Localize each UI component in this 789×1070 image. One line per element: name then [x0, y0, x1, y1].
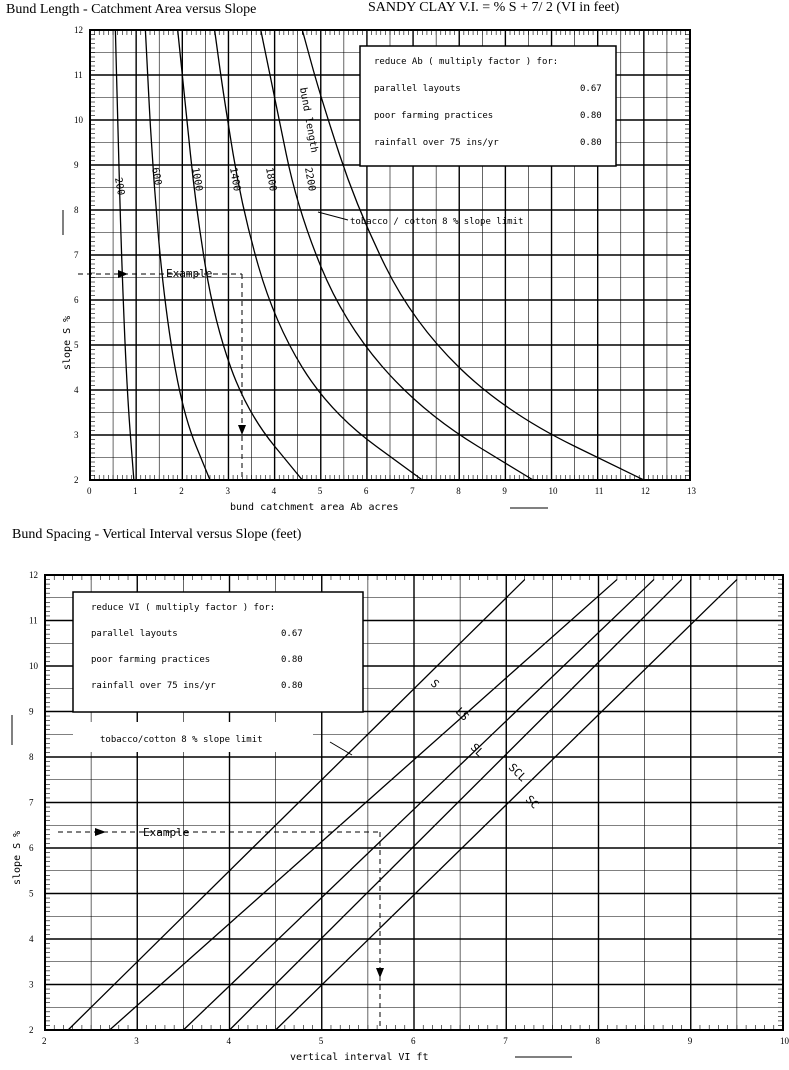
chart2-y-tick-label: 2: [29, 1025, 34, 1035]
chart1-series-label-200: 200: [112, 176, 127, 197]
chart2-x-tick-label: 8: [595, 1036, 600, 1046]
chart1-bund-length-label: bund length: [297, 86, 320, 154]
chart2-legend-label: rainfall over 75 ins/yr: [91, 681, 216, 691]
chart1-series-label-1000: 1000: [189, 166, 205, 193]
chart1-plot: [63, 30, 690, 508]
chart2-series-label-SC: SC: [522, 792, 542, 812]
chart2-series-label-SL: SL: [467, 740, 487, 760]
chart1-title: Bund Length - Catchment Area versus Slope: [6, 2, 257, 17]
chart2-y-tick-label: 10: [29, 661, 38, 671]
chart2-legend-value: 0.67: [281, 629, 303, 639]
chart1-y-tick-label: 10: [74, 115, 83, 125]
chart1-x-tick-label: 2: [179, 486, 184, 496]
chart1-y-tick-label: 2: [74, 475, 79, 485]
chart2-series-label-SCL: SCL: [505, 760, 530, 785]
chart2-y-tick-label: 8: [29, 752, 34, 762]
chart1-y-tick-label: 6: [74, 295, 79, 305]
chart2-x-tick-label: 9: [687, 1036, 693, 1046]
chart1-y-tick-label: 7: [74, 250, 79, 260]
chart2-legend-value: 0.80: [281, 655, 303, 665]
chart2-title: Bund Spacing - Vertical Interval versus Slope (feet): [12, 527, 302, 542]
chart1-tobacco-label: tobacco / cotton 8 % slope limit: [350, 217, 524, 227]
chart1-legend-value: 0.80: [580, 138, 602, 148]
chart2-series-label-LS: LS: [452, 704, 472, 724]
chart1-legend-label: reduce Ab ( multiply factor ) for:: [374, 57, 559, 67]
chart1-example-label: Example: [166, 267, 213, 280]
chart2-plot: [12, 575, 783, 1057]
chart2-y-tick-label: 5: [29, 888, 34, 899]
chart2-x-tick-label: 5: [318, 1036, 324, 1046]
chart1-example-arrow-down: [238, 425, 246, 435]
chart2-x-tick-label: 6: [411, 1036, 416, 1046]
chart1-x-tick-label: 12: [640, 486, 650, 496]
chart2-y-tick-label: 7: [29, 797, 34, 808]
chart1-y-tick-label: 5: [74, 340, 79, 350]
chart1-y-tick-label: 11: [74, 70, 83, 80]
chart1-series-label-1400: 1400: [227, 166, 243, 193]
chart1-y-tick-label: 8: [74, 205, 79, 215]
chart1-x-axis-label: bund catchment area Ab acres: [230, 502, 399, 513]
chart1-y-tick-label: 9: [74, 160, 79, 170]
chart1-y-tick-label: 4: [74, 385, 79, 395]
chart1-y-tick-label: 3: [74, 430, 79, 440]
chart2-example-label: Example: [143, 826, 190, 839]
chart1-subtitle: SANDY CLAY V.I. = % S + 7/ 2 (VI in feet): [368, 0, 620, 15]
chart2-legend-label: poor farming practices: [91, 655, 211, 665]
chart1-legend-value: 0.67: [580, 84, 602, 94]
chart2-y-axis-label: slope S %: [12, 830, 23, 885]
chart1-legend-label: parallel layouts: [374, 84, 461, 94]
chart2-y-tick-label: 6: [29, 843, 34, 853]
chart1-x-tick-label: 9: [502, 486, 507, 496]
chart2-y-tick-label: 3: [29, 979, 34, 990]
chart1-x-tick-label: 8: [456, 486, 461, 496]
chart1-legend-label: poor farming practices: [374, 111, 494, 121]
chart1-series-label-2200: 2200: [302, 166, 318, 193]
chart1-tobacco-leader: [318, 212, 348, 220]
chart1-x-tick-label: 6: [363, 486, 369, 496]
chart2-tobacco-label: tobacco/cotton 8 % slope limit: [100, 735, 263, 745]
chart1-series-label-1800: 1800: [263, 166, 279, 193]
chart1-legend-value: 0.80: [580, 111, 602, 121]
chart1-y-tick-label: 12: [74, 25, 83, 35]
chart1-y-axis-label: slope S %: [62, 315, 73, 370]
chart2-tobacco-leader: [330, 742, 352, 755]
chart1-x-tick-label: 1: [133, 486, 138, 496]
chart2-legend-value: 0.80: [281, 681, 303, 691]
chart2-x-axis-label: vertical interval VI ft: [290, 1052, 429, 1063]
chart1-x-tick-label: 11: [594, 486, 604, 496]
chart1-legend-label: rainfall over 75 ins/yr: [374, 138, 499, 148]
chart2-series-label-S: S: [427, 676, 442, 691]
chart2-x-tick-label: 3: [134, 1036, 139, 1046]
chart2-y-tick-label: 11: [29, 615, 38, 626]
chart2-x-tick-label: 10: [780, 1036, 789, 1046]
chart2-y-tick-label: 4: [29, 934, 34, 944]
chart2-example-arrow: [95, 828, 106, 836]
chart1-x-tick-label: 3: [225, 486, 230, 496]
chart2-legend-label: reduce VI ( multiply factor ) for:: [91, 603, 276, 613]
chart2-x-tick-label: 4: [226, 1036, 231, 1046]
chart2-y-tick-label: 12: [29, 570, 38, 580]
chart2-legend-label: parallel layouts: [91, 629, 178, 639]
chart1-x-tick-label: 5: [317, 486, 323, 496]
chart1-x-tick-label: 13: [687, 486, 696, 496]
chart2-example-arrow-down: [376, 968, 384, 978]
chart1-series-label-600: 600: [149, 166, 164, 187]
chart2-y-tick-label: 9: [29, 706, 34, 717]
chart1-x-tick-label: 7: [410, 486, 415, 496]
chart2-x-tick-label: 2: [42, 1036, 47, 1046]
chart1-x-tick-label: 4: [271, 486, 277, 496]
chart1-x-tick-label: 10: [548, 486, 558, 496]
chart2-x-tick-label: 7: [503, 1036, 508, 1046]
chart1-x-tick-label: 0: [87, 486, 92, 496]
